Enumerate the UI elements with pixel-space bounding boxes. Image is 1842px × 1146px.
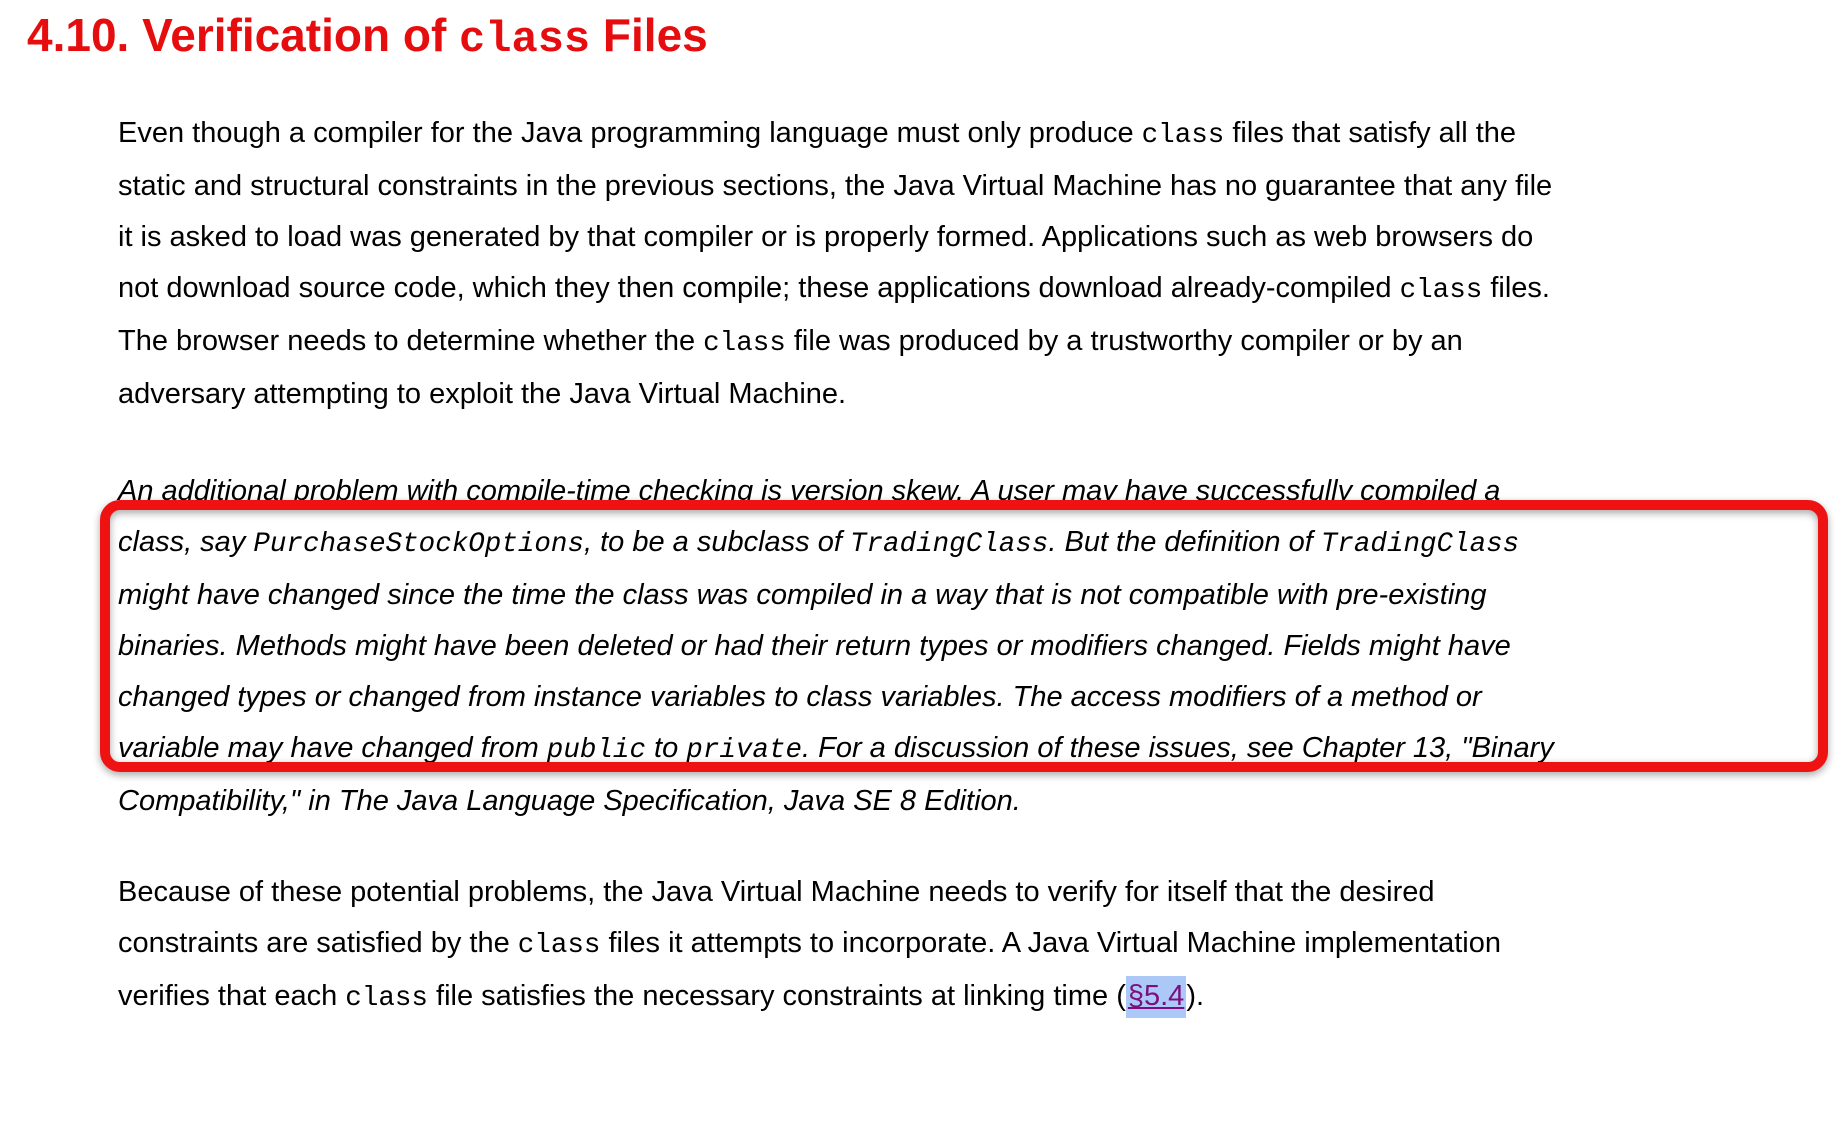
inline-code: class xyxy=(345,983,428,1014)
body-text-run: files that satisfy all the static and structural constraints in the previous sections, the Java Virtual Machine has no guarantee that any file it is asked to load was generated by that compiler or is properly formed. Applications such as web browsers do not download source code, which they then compile; these applications download already-compiled xyxy=(118,117,1553,304)
inline-code: class xyxy=(1141,120,1225,151)
body-text-run: Even though a compiler for the Java programming language must only produce xyxy=(118,117,1142,149)
paragraph-intro xyxy=(118,108,1570,420)
paragraph-conclusion xyxy=(118,867,1570,1024)
body-text-run: ). xyxy=(1186,980,1205,1012)
inline-code: class xyxy=(703,328,786,359)
inline-code: public xyxy=(546,735,646,766)
page-title-prefix: 4.10. Verification of xyxy=(27,9,460,61)
body-text-run: file was produced by a trustworthy compiler or by an adversary attempting to exploit the Java Virtual Machine. xyxy=(118,325,1463,410)
body-text-run: Because of these potential problems, the Java Virtual Machine needs to verify for itself that the desired constraints are satisfied by the xyxy=(118,876,1435,959)
inline-code: TradingClass xyxy=(1320,529,1520,560)
inline-code: TradingClass xyxy=(849,529,1049,560)
page-title xyxy=(27,8,708,68)
body-text-run: to xyxy=(645,732,687,764)
inline-code: class xyxy=(517,930,601,961)
search-highlight xyxy=(1126,976,1186,1018)
body-text-run: files it attempts to incorporate. A Java Virtual Machine implementation verifies that each xyxy=(118,927,1501,1012)
body-text-run: . But the definition of xyxy=(1048,526,1321,558)
body-content xyxy=(118,108,1570,1024)
body-text-run: , to be a subclass of xyxy=(584,526,850,558)
page-title-code: class xyxy=(459,16,591,65)
body-text-run: An additional problem with compile-time checking is version skew. A user may have successfully compiled a class, say xyxy=(118,475,1501,558)
section-5-4-link[interactable]: §5.4 xyxy=(1127,980,1185,1012)
body-text-run: file satisfies the necessary constraints at linking time ( xyxy=(427,980,1126,1012)
inline-code: PurchaseStockOptions xyxy=(253,529,584,560)
inline-code: class xyxy=(1399,275,1483,306)
paragraph-version-skew-note xyxy=(118,466,1570,827)
body-text-run: . For a discussion of these issues, see Chapter 13, "Binary Compatibility," in The Java Language Specification, Java SE 8 Edition. xyxy=(118,732,1554,817)
body-text-run: might have changed since the time the class was compiled in a way that is not compatible with pre-existing binaries. Methods might have been deleted or had their return types or modifiers changed. Fields might have changed types or changed from instance variables to class variables. The access modifiers of a method or variable may have changed from xyxy=(118,579,1511,764)
body-text-run: files. The browser needs to determine whether the xyxy=(118,272,1550,357)
page-title-suffix: Files xyxy=(590,9,708,61)
inline-code: private xyxy=(686,735,803,766)
